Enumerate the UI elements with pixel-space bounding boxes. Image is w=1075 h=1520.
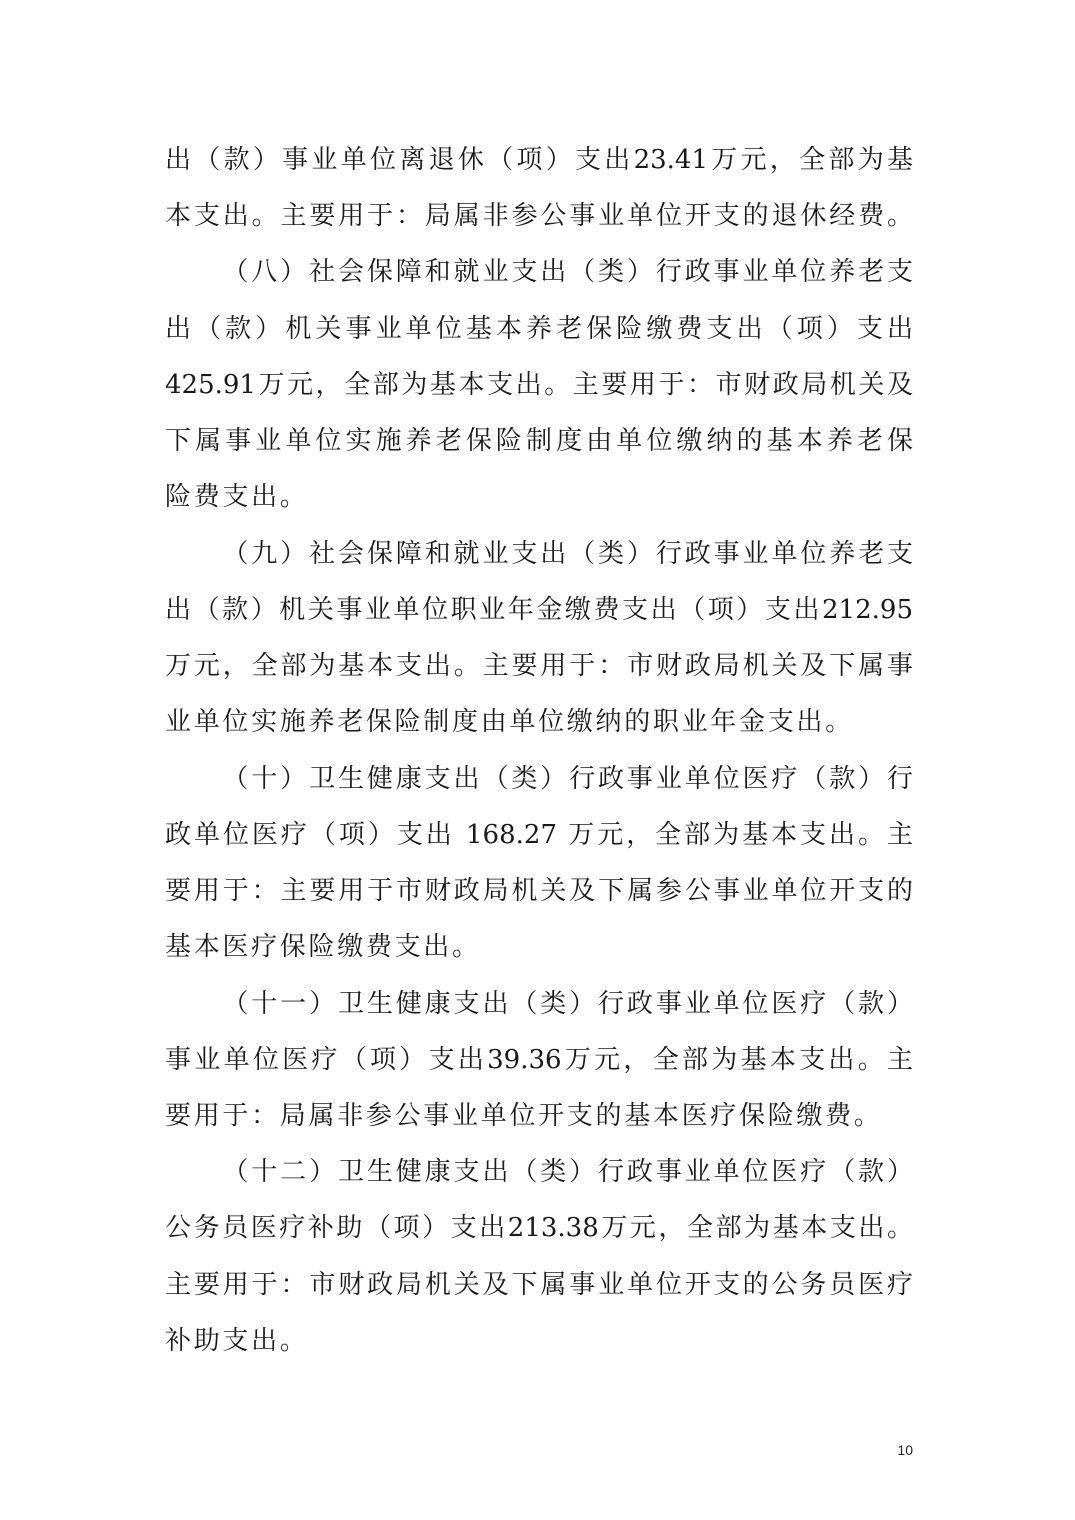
- body-line: 要用于：主要用于市财政局机关及下属参公事业单位开支的: [165, 876, 913, 907]
- body-line: 补助支出。: [165, 1325, 309, 1356]
- body-line: 下属事业单位实施养老保险制度由单位缴纳的基本养老保: [165, 426, 913, 457]
- body-line: 出（款）机关事业单位职业年金缴费支出（项）支出212.95: [165, 594, 913, 625]
- paragraph-start-line: （九）社会保障和就业支出（类）行政事业单位养老支: [222, 538, 913, 569]
- body-line: 政单位医疗（项）支出 168.27 万元，全部为基本支出。主: [165, 819, 913, 850]
- body-line: 业单位实施养老保险制度由单位缴纳的职业年金支出。: [165, 707, 854, 738]
- body-line: 万元，全部为基本支出。主要用于：市财政局机关及下属事: [165, 651, 913, 682]
- paragraph-start-line: （十）卫生健康支出（类）行政事业单位医疗（款）行: [222, 763, 913, 794]
- paragraph-start-line: （十一）卫生健康支出（类）行政事业单位医疗（款）: [222, 988, 913, 1019]
- body-line: 本支出。主要用于：局属非参公事业单位开支的退休经费。: [165, 201, 913, 232]
- page-number: 10: [897, 1442, 913, 1458]
- body-line: 基本医疗保险缴费支出。: [165, 932, 481, 963]
- body-line: 要用于：局属非参公事业单位开支的基本医疗保险缴费。: [165, 1100, 883, 1131]
- body-line: 出（款）事业单位离退休（项）支出23.41万元，全部为基: [165, 145, 913, 175]
- document-body: [165, 132, 913, 1369]
- body-line: 425.91万元，全部为基本支出。主要用于：市财政局机关及: [165, 369, 913, 400]
- body-line: 险费支出。: [165, 482, 309, 513]
- body-line: 主要用于：市财政局机关及下属事业单位开支的公务员医疗: [165, 1269, 913, 1300]
- body-line: 事业单位医疗（项）支出39.36万元，全部为基本支出。主: [165, 1044, 913, 1075]
- body-line: 出（款）机关事业单位基本养老保险缴费支出（项）支出: [165, 313, 913, 344]
- paragraph-start-line: （八）社会保障和就业支出（类）行政事业单位养老支: [222, 257, 913, 288]
- paragraph-start-line: （十二）卫生健康支出（类）行政事业单位医疗（款）: [222, 1157, 913, 1188]
- body-line: 公务员医疗补助（项）支出213.38万元，全部为基本支出。: [165, 1213, 913, 1244]
